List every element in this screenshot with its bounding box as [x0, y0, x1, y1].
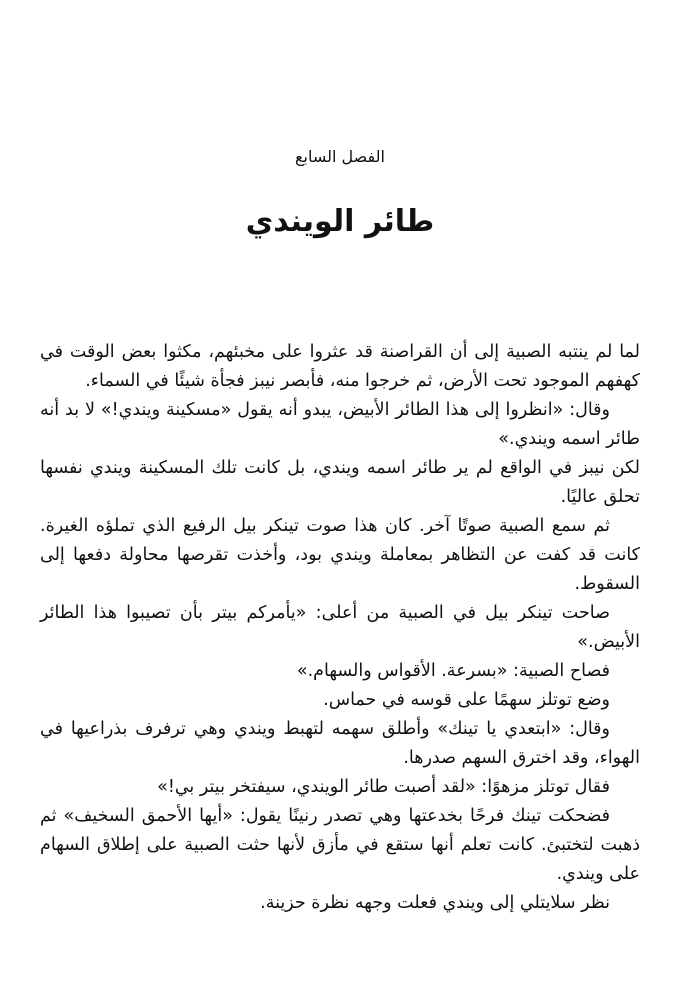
chapter-body [40, 338, 640, 918]
paragraph: لكن نيبز في الواقع لم ير طائر اسمه ويندي، بل كانت تلك المسكينة ويندي نفسها تحلق عاليًا. [40, 458, 640, 507]
book-page [40, 0, 640, 1000]
paragraph: فضحكت تينك فرحًا بخدعتها وهي تصدر رنينًا يقول: «أيها الأحمق السخيف» ثم ذهبت لتختبئ. كانت تعلم أنها ستقع في مأزق لأنها حثت الصبية على إطلاق السهام على ويندي. [40, 806, 640, 884]
paragraph: صاحت تينكر بيل في الصبية من أعلى: «يأمركم بيتر بأن تصيبوا هذا الطائر الأبيض.» [40, 603, 640, 652]
chapter-title: طائر الويندي [245, 204, 435, 239]
paragraph: فصاح الصبية: «بسرعة. الأقواس والسهام.» [296, 661, 610, 681]
paragraph: وضع توتلز سهمًا على قوسه في حماس. [323, 690, 610, 710]
paragraph: ثم سمع الصبية صوتًا آخر. كان هذا صوت تينكر بيل الرفيع الذي تملؤه الغيرة. كانت قد كفت عن التظاهر بمعاملة ويندي بود، وأخذت تقرصها محاولة دفعها إلى السقوط. [40, 516, 640, 594]
paragraph: وقال: «ابتعدي يا تينك» وأطلق سهمه لتهبط ويندي وهي ترفرف بذراعيها في الهواء، وقد اخترق السهم صدرها. [40, 719, 640, 768]
paragraph: وقال: «انظروا إلى هذا الطائر الأبيض، يبدو أنه يقول «مسكينة ويندي!» لا بد أنه طائر اسمه ويندي.» [40, 400, 640, 449]
paragraph: لما لم ينتبه الصبية إلى أن القراصنة قد عثروا على مخبئهم، مكثوا بعض الوقت في كهفهم الموجود تحت الأرض، ثم خرجوا منه، فأبصر نيبز فجأة شيئًا في السماء. [40, 342, 640, 391]
chapter-number-label: الفصل السابع [295, 147, 385, 166]
paragraph: نظر سلايتلي إلى ويندي فعلت وجهه نظرة حزينة. [260, 893, 610, 913]
paragraph: فقال توتلز مزهوًا: «لقد أصبت طائر الويندي، سيفتخر بيتر بي!» [157, 777, 610, 797]
